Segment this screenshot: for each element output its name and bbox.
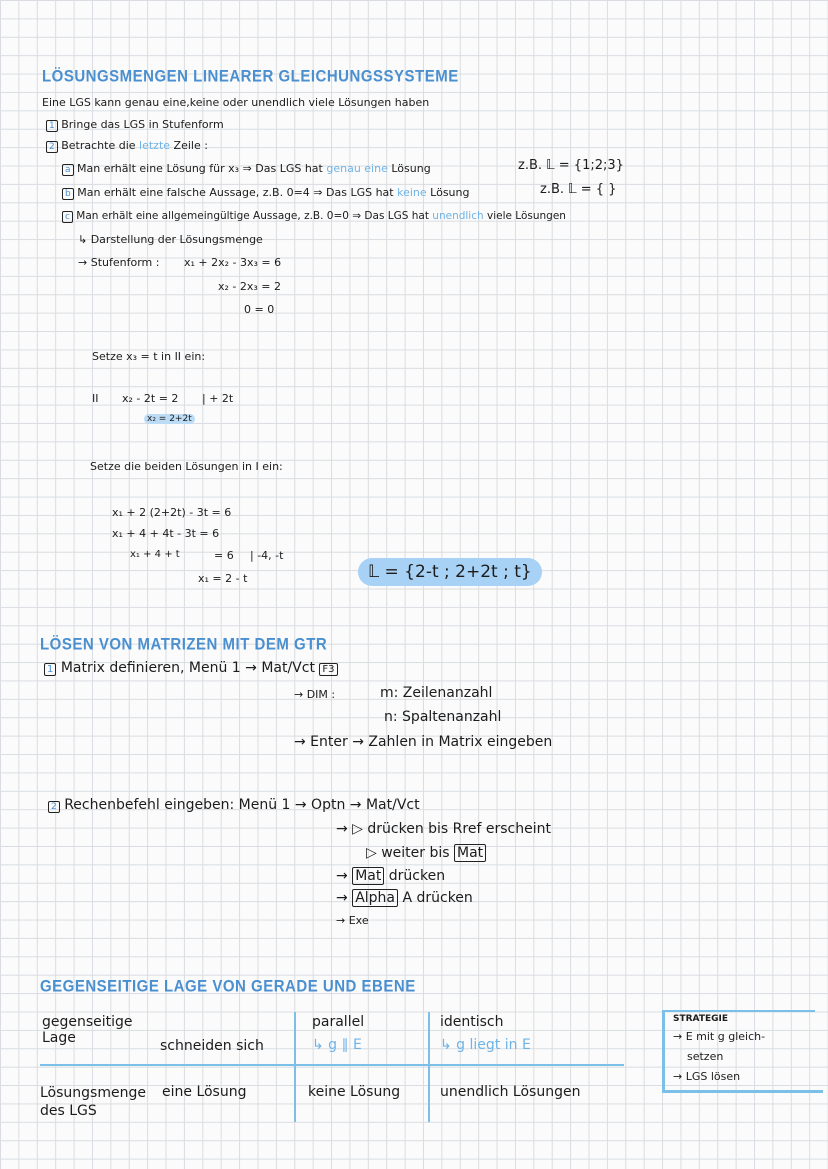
step-2-marker: 2 xyxy=(46,141,58,153)
case-c-highlight: unendlich xyxy=(432,210,484,222)
col-head-identical: identisch xyxy=(440,1014,504,1030)
case-a-marker: a xyxy=(62,164,74,176)
strategy-line-2: setzen xyxy=(687,1050,724,1063)
case-b-highlight: keine xyxy=(397,186,427,199)
roman-ii-equation: x₂ - 2t = 2 xyxy=(122,392,179,405)
row-header-position: gegenseitige Lage xyxy=(42,1014,133,1046)
exe-line: → Exe xyxy=(336,914,369,927)
f3-key: F3 xyxy=(319,663,337,676)
equation-2: x₂ - 2x₃ = 2 xyxy=(218,280,282,293)
strategy-line-3: → LGS lösen xyxy=(673,1070,741,1083)
equation-3: 0 = 0 xyxy=(244,303,275,316)
step-2-pre: Betrachte die xyxy=(61,139,140,152)
step-2 xyxy=(46,139,208,152)
section-heading-line-plane: GEGENSEITIGE LAGE VON GERADE UND EBENE xyxy=(40,976,416,997)
darstellung-text: ↳ Darstellung der Lösungsmenge xyxy=(78,233,263,246)
section-heading-solution-sets: LÖSUNGSMENGEN LINEARER GLEICHUNGSSYSTEME xyxy=(42,66,459,87)
cell-one-solution: eine Lösung xyxy=(162,1084,247,1100)
insert-both-instruction: Setze die beiden Lösungen in I ein: xyxy=(90,460,283,473)
alpha-key: Alpha xyxy=(352,889,398,907)
solution-set: 𝕃 = {2-t ; 2+2t ; t} xyxy=(358,558,542,586)
section-heading-matrices: LÖSEN VON MATRIZEN MIT DEM GTR xyxy=(40,634,328,655)
case-c-post: viele Lösungen xyxy=(483,210,566,222)
roman-ii-label: II xyxy=(92,392,99,405)
case-a-pre: Man erhält eine Lösung für x₃ ⇒ Das LGS hat xyxy=(77,162,327,175)
mat-key-2: Mat xyxy=(352,867,384,885)
cell-no-solution: keine Lösung xyxy=(308,1084,401,1100)
matrix-step-2 xyxy=(48,797,420,813)
matrix-step-1-text: Matrix definieren, Menü 1 → Mat/Vct xyxy=(60,660,320,676)
case-c xyxy=(62,210,566,222)
case-b-pre: Man erhält eine falsche Aussage, z.B. 0=4 ⇒ Das LGS hat xyxy=(77,186,398,199)
roman-ii-operation: | + 2t xyxy=(202,392,234,405)
step-1 xyxy=(46,118,224,131)
calc-line-3-operation: | -4, -t xyxy=(250,549,284,562)
calc-line-1: x₁ + 2 (2+2t) - 3t = 6 xyxy=(112,506,232,519)
substitution-instruction: Setze x₃ = t in II ein: xyxy=(92,350,206,363)
col-head-parallel: parallel xyxy=(312,1014,365,1030)
dim-label: → DIM : xyxy=(294,688,336,701)
mat-press-text: drücken xyxy=(384,868,446,884)
strategy-line-1: → E mit g gleich- xyxy=(673,1030,766,1043)
table-column-line-1 xyxy=(294,1012,296,1122)
case-a-highlight: genau eine xyxy=(326,162,388,175)
weiter-text: ▷ weiter bis xyxy=(366,845,454,861)
matrix-step-2-marker: 2 xyxy=(48,801,60,813)
col-head-intersect: schneiden sich xyxy=(160,1038,264,1054)
step-2-highlight: letzte xyxy=(139,139,171,152)
x1-result: x₁ = 2 - t xyxy=(198,572,248,585)
alpha-press-text: A drücken xyxy=(398,890,473,906)
case-b-marker: b xyxy=(62,188,74,200)
mat-press-line xyxy=(336,868,445,884)
case-b xyxy=(62,186,469,199)
case-b-post: Lösung xyxy=(426,186,470,199)
table-column-line-2 xyxy=(428,1012,430,1122)
strategy-title: STRATEGIE xyxy=(673,1014,728,1024)
strategy-box xyxy=(662,1010,823,1093)
step-1-text: Bringe das LGS in Stufenform xyxy=(61,118,224,131)
intro-text: Eine LGS kann genau eine,keine oder unendlich viele Lösungen haben xyxy=(42,96,430,109)
col-sub-parallel: ↳ g ∥ E xyxy=(312,1037,362,1053)
calc-line-3: x₁ + 4 + t xyxy=(130,549,180,560)
case-a-post: Lösung xyxy=(387,162,431,175)
equation-1: x₁ + 2x₂ - 3x₃ = 6 xyxy=(184,256,282,269)
mat-key: Mat xyxy=(454,844,486,862)
dim-columns: n: Spaltenanzahl xyxy=(384,709,502,725)
cell-infinite-solutions: unendlich Lösungen xyxy=(440,1084,581,1100)
table-divider xyxy=(40,1064,624,1066)
step-2-post: Zeile : xyxy=(170,139,208,152)
matrix-step-1-marker: 1 xyxy=(44,663,56,676)
step-1-marker: 1 xyxy=(46,120,58,132)
case-a xyxy=(62,162,431,175)
matrix-step-1 xyxy=(44,660,338,676)
col-sub-identical: ↳ g liegt in E xyxy=(440,1037,531,1053)
rref-line: → ▷ drücken bis Rref erscheint xyxy=(336,821,551,837)
weiter-line xyxy=(366,845,486,861)
calc-line-3-rhs: = 6 xyxy=(214,549,234,562)
dim-rows: m: Zeilenanzahl xyxy=(380,685,493,701)
case-b-example: z.B. 𝕃 = { } xyxy=(540,182,617,197)
case-c-marker: c xyxy=(62,211,73,223)
case-a-example: z.B. 𝕃 = {1;2;3} xyxy=(518,158,624,173)
calc-line-2: x₁ + 4 + 4t - 3t = 6 xyxy=(112,527,220,540)
alpha-press-line xyxy=(336,890,473,906)
row-header-solution-set: Lösungsmenge des LGS xyxy=(40,1085,146,1119)
arrow-icon: → xyxy=(336,868,353,884)
arrow-icon: → xyxy=(336,890,353,906)
matrix-step-2-text: Rechenbefehl eingeben: Menü 1 → Optn → Mat/Vct xyxy=(64,797,420,813)
x2-result: x₂ = 2+2t xyxy=(144,414,195,424)
enter-line: → Enter → Zahlen in Matrix eingeben xyxy=(294,734,553,750)
case-c-pre: Man erhält eine allgemeingültige Aussage, z.B. 0=0 ⇒ Das LGS hat xyxy=(76,210,433,222)
stufenform-label: → Stufenform : xyxy=(78,256,160,269)
